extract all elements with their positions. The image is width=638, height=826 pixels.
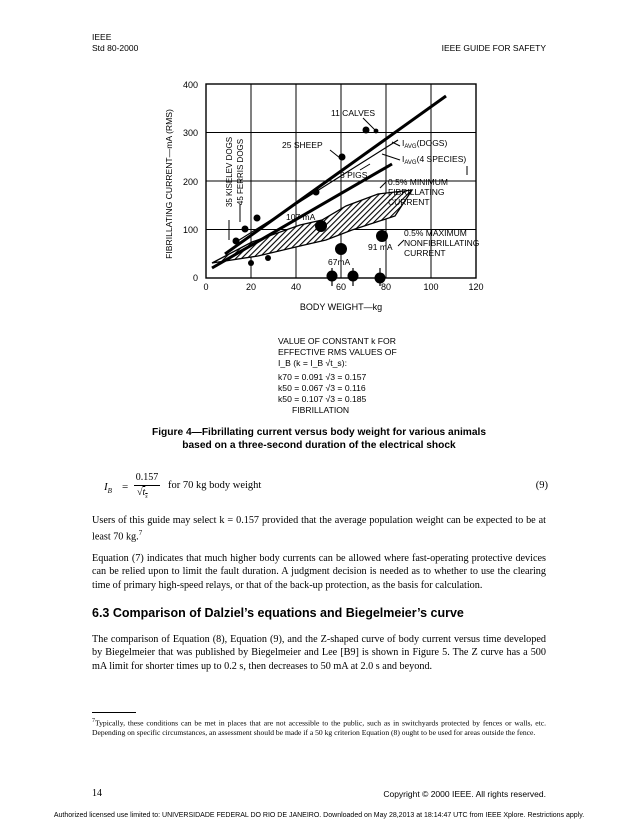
copyright: Copyright © 2000 IEEE. All rights reserved. (383, 789, 546, 799)
k-box-k50a: k50 = 0.067 √3 = 0.116 (278, 383, 366, 393)
label-67ma: 67mA (328, 257, 351, 267)
x-tick-label: 60 (335, 282, 347, 292)
footnote-ref: 7 (138, 529, 143, 538)
eq-numerator: 0.157 (135, 472, 159, 483)
k-box-line3: I_B (k = I_B √t_s): (278, 358, 347, 368)
eq-denominator: t (142, 487, 146, 498)
y-tick-label: 400 (182, 80, 198, 90)
label-25-sheep: 25 SHEEP (282, 140, 323, 150)
label-107ma: 107 mA (286, 212, 316, 222)
eq-condition: for 70 kg body weight (168, 480, 262, 491)
k-box-k50b: k50 = 0.107 √3 = 0.185 (278, 394, 367, 404)
label-min-fib-1: 0.5% MINIMUM (388, 177, 448, 187)
figure-4-chart (150, 72, 520, 422)
label-max-nonfib-3: CURRENT (404, 248, 446, 258)
equation-9: $I_B$ = 0.157 $√t_s$ for 70 kg body weight (9) (104, 472, 548, 500)
footnote-text: Typically, these conditions can be met in places that are not accessible to the public, such as in switchyards protected by fences or walls, etc. Depending on specific circumstances, an assessment should be made if a 50 kg criterion Equation (8) ought to be used for areas outside the fence. (92, 718, 546, 738)
eq-denominator-sub: s (145, 494, 148, 500)
k-box-line1: VALUE OF CONSTANT k FOR (278, 336, 396, 346)
x-tick-label: 0 (203, 282, 209, 292)
page-number: 14 (92, 788, 102, 799)
label-max-nonfib-1: 0.5% MAXIMUM (404, 228, 467, 238)
label-3-pigs: 3 PIGS (340, 170, 368, 180)
header-org: IEEE (92, 32, 112, 42)
x-tick-label: 80 (380, 282, 392, 292)
eq-number: (9) (535, 480, 548, 491)
x-tick-label: 120 (468, 282, 484, 292)
label-min-fib-2: FIBRILLATING (388, 187, 445, 197)
footnote-rule (92, 712, 136, 713)
y-tick-label: 100 (182, 225, 198, 235)
caption-line-2: based on a three-second duration of the electrical shock (182, 440, 456, 451)
section-heading: 6.3 Comparison of Dalziel’s equations and Biegelmeier’s curve (92, 606, 464, 620)
x-tick-label: 40 (290, 282, 302, 292)
footnote (92, 717, 546, 738)
paragraph-1 (92, 514, 546, 544)
y-tick-label: 300 (182, 128, 198, 138)
label-kiselev-dogs: 35 KISELEV DOGS (225, 136, 234, 208)
k-box-line2: EFFECTIVE RMS VALUES OF (278, 347, 397, 357)
label-ferris-dogs: 45 FERRIS DOGS (236, 138, 245, 206)
label-iavg-dogs: $I_{AVG}(DOGS)$ (402, 138, 448, 150)
k-box-tail: FIBRILLATION (292, 405, 350, 415)
header-title: IEEE GUIDE FOR SAFETY (441, 43, 546, 53)
label-min-fib-3: CURRENT (388, 197, 430, 207)
eq-lhs: I (104, 481, 108, 493)
x-tick-label: 20 (245, 282, 257, 292)
label-91ma: 91 mA (368, 242, 393, 252)
x-tick-label: 100 (423, 282, 439, 292)
caption-line-1: Figure 4—Fibrillating current versus body weight for various animals (152, 427, 486, 438)
paragraph-1-text: Users of this guide may select k = 0.157 provided that the average population weight can be expected to be at least 70 kg. (92, 515, 546, 543)
k-box-k70: k70 = 0.091 √3 = 0.157 (278, 372, 367, 382)
label-max-nonfib-2: NONFIBRILLATING (404, 238, 480, 248)
header-std: Std 80-2000 (92, 43, 139, 53)
label-11-calves: 11 CALVES (331, 108, 376, 118)
paragraph-2: Equation (7) indicates that much higher body currents can be allowed where fast-operating protective devices can be relied upon to limit the fault duration. A judgment decision is needed as to whether to use the clearing time of primary high-speed relays, or that of the back-up protection, as the basis for calculation. (92, 553, 546, 591)
x-axis-label: BODY WEIGHT—kg (299, 302, 383, 312)
footnote-marker: 7 (92, 718, 95, 724)
point-67ma (335, 243, 347, 255)
paragraph-3: The comparison of Equation (8), Equation (9), and the Z-shaped curve of body current versus time developed by Biegelmeier that was published by Biegelmeier and Lee [B9] is shown in Figure 5. The Z curve has a 500 mA limit for shorter times up to 0.2 s, then decreases to 50 mA at 2.0 s and beyond. (92, 634, 546, 672)
point-91ma (376, 230, 388, 242)
license-notice: Authorized licensed use limited to: UNIVERSIDADE FEDERAL DO RIO DE JANEIRO. Downloaded on May 28,2013 at 18:14:47 UTC from IEEE Xplore. Restrictions apply. (53, 812, 585, 819)
label-iavg-species: $I_{AVG}(4$ SPECIES) (402, 154, 467, 166)
y-axis-label: FIBRILLATING CURRENT—mA (RMS) (164, 109, 174, 259)
figure-caption (92, 426, 546, 452)
y-tick-label: 0 (192, 273, 198, 283)
eq-lhs-sub: B (107, 487, 112, 496)
point-107ma (315, 220, 327, 232)
y-tick-label: 200 (182, 177, 198, 187)
